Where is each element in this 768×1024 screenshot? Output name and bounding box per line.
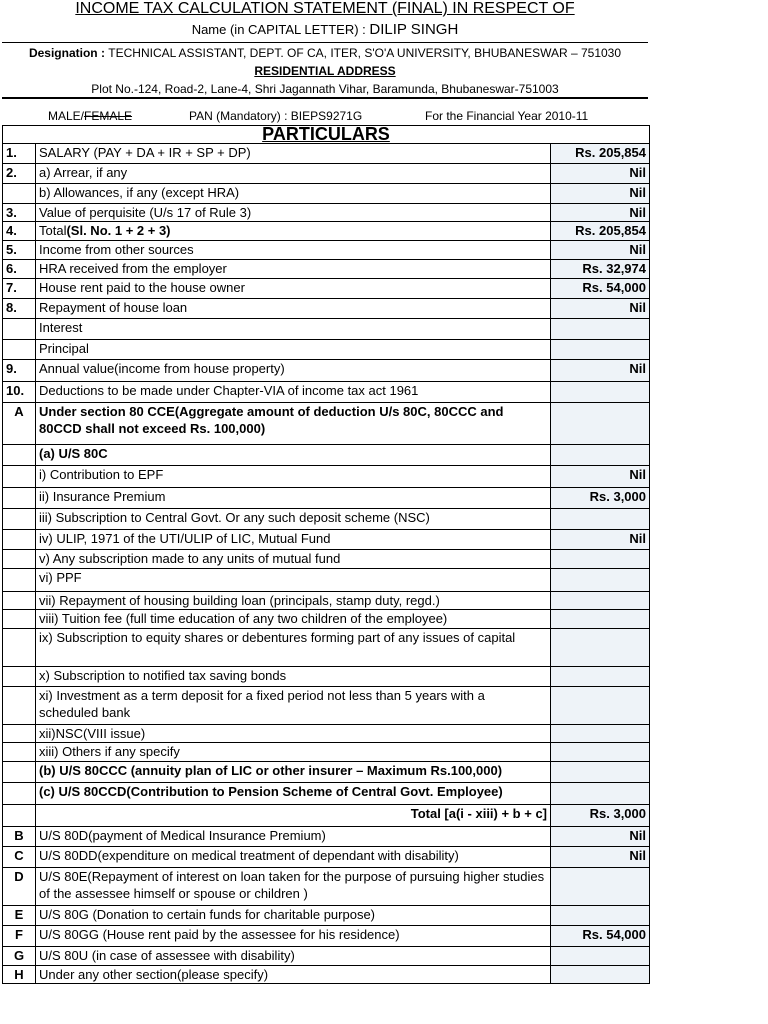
row-amount[interactable]: Rs. 205,854 <box>551 144 650 164</box>
particulars-heading: PARTICULARS <box>3 126 650 144</box>
table-row <box>3 279 650 299</box>
gender-field <box>48 108 132 124</box>
row-number <box>3 725 36 743</box>
row-particular: Under section 80 CCE(Aggregate amount of deduction U/s 80C, 80CCC and 80CCD shall not exceed Rs. 100,000) <box>36 403 551 445</box>
row-particular: ii) Insurance Premium <box>36 488 551 509</box>
row-amount[interactable]: Rs. 32,974 <box>551 260 650 279</box>
row-number <box>3 550 36 569</box>
row-particular: U/S 80G (Donation to certain funds for charitable purpose) <box>36 906 551 926</box>
divider <box>2 97 648 99</box>
row-number: E <box>3 906 36 926</box>
table-row <box>3 360 650 382</box>
row-number: 7. <box>3 279 36 299</box>
row-number <box>3 592 36 610</box>
row-number <box>3 629 36 667</box>
row-number: A <box>3 403 36 445</box>
designation-label: Designation : <box>28 46 109 60</box>
row-particular: Deductions to be made under Chapter-VIA of income tax act 1961 <box>36 382 551 403</box>
row-amount[interactable] <box>551 947 650 966</box>
row-number <box>3 488 36 509</box>
row-particular: (c) U/S 80CCD(Contribution to Pension Scheme of Central Govt. Employee) <box>36 783 551 805</box>
pan-field: PAN (Mandatory) : BIEPS9271G <box>189 109 363 123</box>
row-amount[interactable]: Nil <box>551 204 650 222</box>
table-row <box>3 783 650 805</box>
row-amount[interactable]: Nil <box>551 847 650 868</box>
row-particular: vi) PPF <box>36 569 551 592</box>
row-particular: Income from other sources <box>36 241 551 260</box>
table-row <box>3 847 650 868</box>
table-row <box>3 926 650 947</box>
row-amount[interactable]: Nil <box>551 299 650 319</box>
row-particular: i) Contribution to EPF <box>36 466 551 488</box>
table-row <box>3 947 650 966</box>
row-number: 3. <box>3 204 36 222</box>
row-number <box>3 743 36 762</box>
table-row <box>3 610 650 629</box>
row-number <box>3 687 36 725</box>
row-amount[interactable] <box>551 592 650 610</box>
row-number <box>3 667 36 687</box>
row-particular: U/S 80E(Repayment of interest on loan taken for the purpose of pursuing higher studies of the assessee himself or spouse or children ) <box>36 868 551 906</box>
row-amount[interactable] <box>551 340 650 360</box>
row-number: 4. <box>3 222 36 241</box>
row-particular: Interest <box>36 319 551 340</box>
row-amount[interactable]: Rs. 3,000 <box>551 805 650 827</box>
row-particular: xi) Investment as a term deposit for a fixed period not less than 5 years with a scheduled bank <box>36 687 551 725</box>
row-particular: HRA received from the employer <box>36 260 551 279</box>
row-amount[interactable]: Nil <box>551 360 650 382</box>
name-value: DILIP SINGH <box>369 21 459 38</box>
row-particular: Principal <box>36 340 551 360</box>
row-particular: Annual value(income from house property) <box>36 360 551 382</box>
row-particular: xiii) Others if any specify <box>36 743 551 762</box>
row-particular: U/S 80GG (House rent paid by the assessee for his residence) <box>36 926 551 947</box>
row-number: C <box>3 847 36 868</box>
row-particular: Repayment of house loan <box>36 299 551 319</box>
table-row <box>3 725 650 743</box>
table-row <box>3 403 650 445</box>
row-particular: (b) U/S 80CCC (annuity plan of LIC or other insurer – Maximum Rs.100,000) <box>36 762 551 783</box>
row-amount[interactable] <box>551 725 650 743</box>
address-text: Plot No.-124, Road-2, Lane-4, Shri Jagannath Vihar, Baramunda, Bhubaneswar-751003 <box>91 82 559 96</box>
particulars-header-row <box>3 126 650 144</box>
row-amount[interactable] <box>551 868 650 906</box>
table-row <box>3 868 650 906</box>
row-particular: b) Allowances, if any (except HRA) <box>36 184 551 204</box>
row-particular: Total [a(i - xiii) + b + c] <box>36 805 551 827</box>
name-label: Name (in CAPITAL LETTER) : <box>191 22 370 37</box>
row-amount[interactable] <box>551 610 650 629</box>
table-row <box>3 530 650 550</box>
table-row <box>3 827 650 847</box>
row-amount[interactable] <box>551 445 650 466</box>
row-particular: Under any other section(please specify) <box>36 966 551 984</box>
table-row <box>3 667 650 687</box>
table-row <box>3 762 650 783</box>
row-amount[interactable]: Nil <box>551 241 650 260</box>
row-particular: iii) Subscription to Central Govt. Or any such deposit scheme (NSC) <box>36 509 551 530</box>
table-row <box>3 445 650 466</box>
row-amount[interactable] <box>551 509 650 530</box>
row-amount[interactable]: Rs. 3,000 <box>551 488 650 509</box>
row-amount[interactable] <box>551 382 650 403</box>
row-amount[interactable]: Nil <box>551 184 650 204</box>
gender-male: MALE/ <box>48 109 85 123</box>
row-particular: a) Arrear, if any <box>36 164 551 184</box>
row-particular: Total(Sl. No. 1 + 2 + 3) <box>36 222 551 241</box>
financial-year: For the Financial Year 2010-11 <box>425 109 589 123</box>
row-particular-bold: (Sl. No. 1 + 2 + 3) <box>66 223 171 238</box>
table-row <box>3 687 650 725</box>
table-row <box>3 340 650 360</box>
residential-address-heading: RESIDENTIAL ADDRESS <box>254 64 396 78</box>
table-row <box>3 488 650 509</box>
row-number: B <box>3 827 36 847</box>
row-amount[interactable] <box>551 966 650 984</box>
table-row <box>3 164 650 184</box>
row-number: D <box>3 868 36 906</box>
table-row <box>3 569 650 592</box>
row-particular: (a) U/S 80C <box>36 445 551 466</box>
row-number <box>3 805 36 827</box>
row-amount[interactable] <box>551 687 650 725</box>
row-amount[interactable] <box>551 762 650 783</box>
table-row <box>3 222 650 241</box>
row-amount[interactable] <box>551 906 650 926</box>
designation-line <box>0 45 650 61</box>
row-particular: U/S 80DD(expenditure on medical treatment of dependant with disability) <box>36 847 551 868</box>
table-row <box>3 382 650 403</box>
row-number <box>3 340 36 360</box>
row-amount[interactable]: Nil <box>551 164 650 184</box>
row-particular: U/S 80D(payment of Medical Insurance Premium) <box>36 827 551 847</box>
gender-female: FEMALE <box>84 109 133 123</box>
row-number: 10. <box>3 382 36 403</box>
row-number: 1. <box>3 144 36 164</box>
row-amount[interactable]: Rs. 205,854 <box>551 222 650 241</box>
row-particular: ix) Subscription to equity shares or debentures forming part of any issues of capital <box>36 629 551 667</box>
row-particular: SALARY (PAY + DA + IR + SP + DP) <box>36 144 551 164</box>
row-number <box>3 762 36 783</box>
row-number: 9. <box>3 360 36 382</box>
table-row <box>3 550 650 569</box>
row-number <box>3 466 36 488</box>
row-amount[interactable] <box>551 743 650 762</box>
row-number: 5. <box>3 241 36 260</box>
row-amount[interactable]: Rs. 54,000 <box>551 926 650 947</box>
row-particular: x) Subscription to notified tax saving bonds <box>36 667 551 687</box>
table-row <box>3 144 650 164</box>
table-row <box>3 966 650 984</box>
table-row <box>3 906 650 926</box>
table-row <box>3 805 650 827</box>
name-line <box>0 21 650 39</box>
row-number <box>3 783 36 805</box>
row-amount[interactable] <box>551 629 650 667</box>
row-number: 8. <box>3 299 36 319</box>
row-number <box>3 509 36 530</box>
row-amount[interactable] <box>551 569 650 592</box>
table-row <box>3 204 650 222</box>
table-row <box>3 241 650 260</box>
row-particular: Value of perquisite (U/s 17 of Rule 3) <box>36 204 551 222</box>
particulars-table <box>2 125 650 984</box>
row-amount[interactable] <box>551 319 650 340</box>
row-number: H <box>3 966 36 984</box>
designation-value: TECHNICAL ASSISTANT, DEPT. OF CA, ITER, S'O'A UNIVERSITY, BHUBANESWAR – 751030 <box>108 46 622 60</box>
table-row <box>3 466 650 488</box>
row-amount[interactable] <box>551 403 650 445</box>
row-particular: v) Any subscription made to any units of mutual fund <box>36 550 551 569</box>
row-particular: iv) ULIP, 1971 of the UTI/ULIP of LIC, Mutual Fund <box>36 530 551 550</box>
statement-title: INCOME TAX CALCULATION STATEMENT (FINAL) IN RESPECT OF <box>75 0 575 17</box>
row-number: F <box>3 926 36 947</box>
table-row <box>3 260 650 279</box>
row-amount[interactable]: Nil <box>551 466 650 488</box>
row-number <box>3 184 36 204</box>
row-particular: U/S 80U (in case of assessee with disability) <box>36 947 551 966</box>
table-row <box>3 743 650 762</box>
table-row <box>3 184 650 204</box>
row-number <box>3 445 36 466</box>
row-amount[interactable]: Nil <box>551 827 650 847</box>
row-number <box>3 610 36 629</box>
row-number: 6. <box>3 260 36 279</box>
row-number: G <box>3 947 36 966</box>
row-particular: House rent paid to the house owner <box>36 279 551 299</box>
divider <box>2 42 648 43</box>
row-amount[interactable]: Rs. 54,000 <box>551 279 650 299</box>
row-amount[interactable] <box>551 783 650 805</box>
row-number <box>3 530 36 550</box>
row-amount[interactable] <box>551 667 650 687</box>
row-particular: vii) Repayment of housing building loan (principals, stamp duty, regd.) <box>36 592 551 610</box>
table-row <box>3 629 650 667</box>
table-row <box>3 592 650 610</box>
row-particular: viii) Tuition fee (full time education of any two children of the employee) <box>36 610 551 629</box>
row-number <box>3 569 36 592</box>
table-row <box>3 319 650 340</box>
row-amount[interactable] <box>551 550 650 569</box>
row-amount[interactable]: Nil <box>551 530 650 550</box>
row-number <box>3 319 36 340</box>
table-row <box>3 509 650 530</box>
row-particular: xii)NSC(VIII issue) <box>36 725 551 743</box>
table-row <box>3 299 650 319</box>
row-number: 2. <box>3 164 36 184</box>
